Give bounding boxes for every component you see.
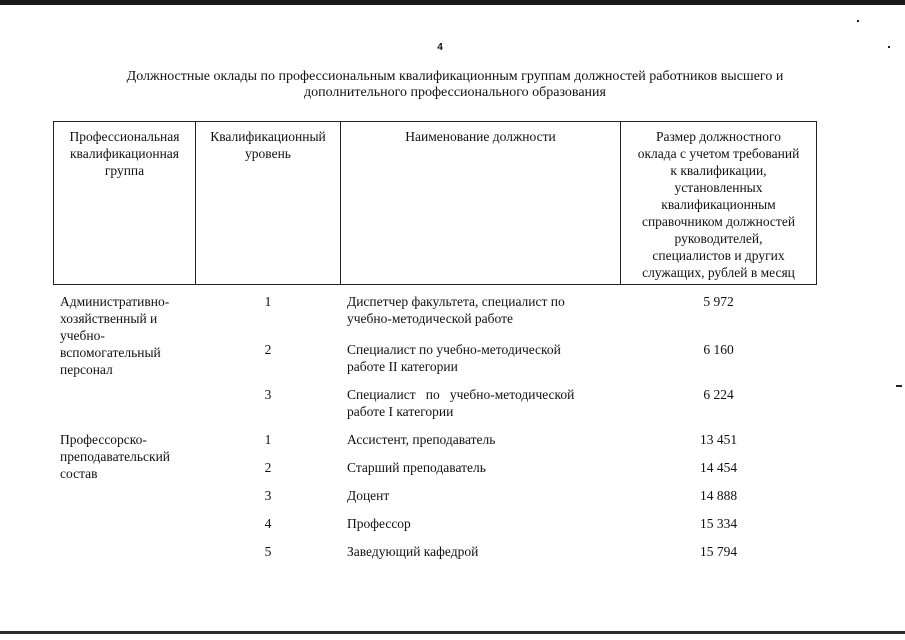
qualification-level: 4 [264,516,272,531]
group-name-line: Административно- [60,294,170,309]
position-name [347,341,612,375]
document-title-line: дополнительного профессионального образования [304,85,606,100]
qualification-level: 3 [264,387,272,402]
position-name-line: учебно-методической работе [347,311,513,326]
salary-value: 14 888 [699,488,738,503]
position-name [347,293,612,327]
position-name-line: Специалист по учебно-методической [347,387,575,402]
header-professional-group [54,128,195,179]
group-name-line: Профессорско- [60,432,147,447]
qualification-level: 1 [264,294,272,309]
group-name-line: вспомогательный [60,345,161,360]
qualification-level: 5 [264,544,272,559]
group-name-line: хозяйственный и [60,311,158,326]
position-name-line: работе II категории [347,359,458,374]
salary-value: 15 334 [699,516,738,531]
header-line: служащих, рублей в месяц [642,265,795,280]
header-line: справочником должностей [641,214,796,229]
qualification-level: 3 [264,488,272,503]
position-name [347,543,612,560]
column-divider [340,121,341,285]
page-number: 4 [437,42,443,53]
scan-speck [896,385,902,387]
position-name-line: Старший преподаватель [347,460,486,475]
header-line: руководителей, [674,231,763,246]
header-line: специалистов и других [652,248,785,263]
qualification-level: 1 [264,432,272,447]
scan-border-bottom [0,631,905,634]
position-name-line: Профессор [347,516,411,531]
header-salary [621,128,816,281]
header-qualification-level [196,128,340,162]
header-line: квалификационным [661,197,776,212]
header-position-name [341,128,620,145]
qualification-level: 2 [264,342,272,357]
header-line: Квалификационный [210,129,326,144]
group-name [60,293,195,378]
header-line: уровень [245,146,291,161]
position-name-line: Заведующий кафедрой [347,544,479,559]
group-name-line: учебно- [60,328,105,343]
header-line: группа [104,163,145,178]
scan-border-top [0,0,905,5]
position-name-line: работе I категории [347,404,454,419]
salary-value: 13 451 [699,432,738,447]
position-name-line: Диспетчер факультета, специалист по [347,294,565,309]
header-line: квалификационная [70,146,179,161]
header-line: оклада с учетом требований [637,146,800,161]
group-name-line: персонал [60,362,113,377]
scan-speck [857,20,859,22]
salary-value: 5 972 [703,294,734,309]
group-name [60,431,200,482]
scan-speck [888,46,890,48]
document-title [60,69,850,101]
qualification-level: 2 [264,460,272,475]
position-name-line: Ассистент, преподаватель [347,432,496,447]
position-name [347,487,612,504]
group-name-line: состав [60,466,98,481]
salary-value: 6 224 [703,387,734,402]
position-name [347,431,612,448]
salary-value: 6 160 [703,342,734,357]
salary-value: 14 454 [699,460,738,475]
header-line: к квалификации, [670,163,767,178]
group-name-line: преподавательский [60,449,171,464]
position-name-line: Доцент [347,488,390,503]
position-name [347,459,612,476]
salary-value: 15 794 [699,544,738,559]
header-line: установленных [674,180,763,195]
position-name [347,386,612,420]
position-name-line: Специалист по учебно-методической [347,342,561,357]
header-line: Размер должностного [656,129,781,144]
position-name [347,515,612,532]
header-line: Наименование должности [405,129,556,144]
document-title-line: Должностные оклады по профессиональным квалификационным группам должностей работников высшего и [126,69,784,84]
header-line: Профессиональная [69,129,180,144]
